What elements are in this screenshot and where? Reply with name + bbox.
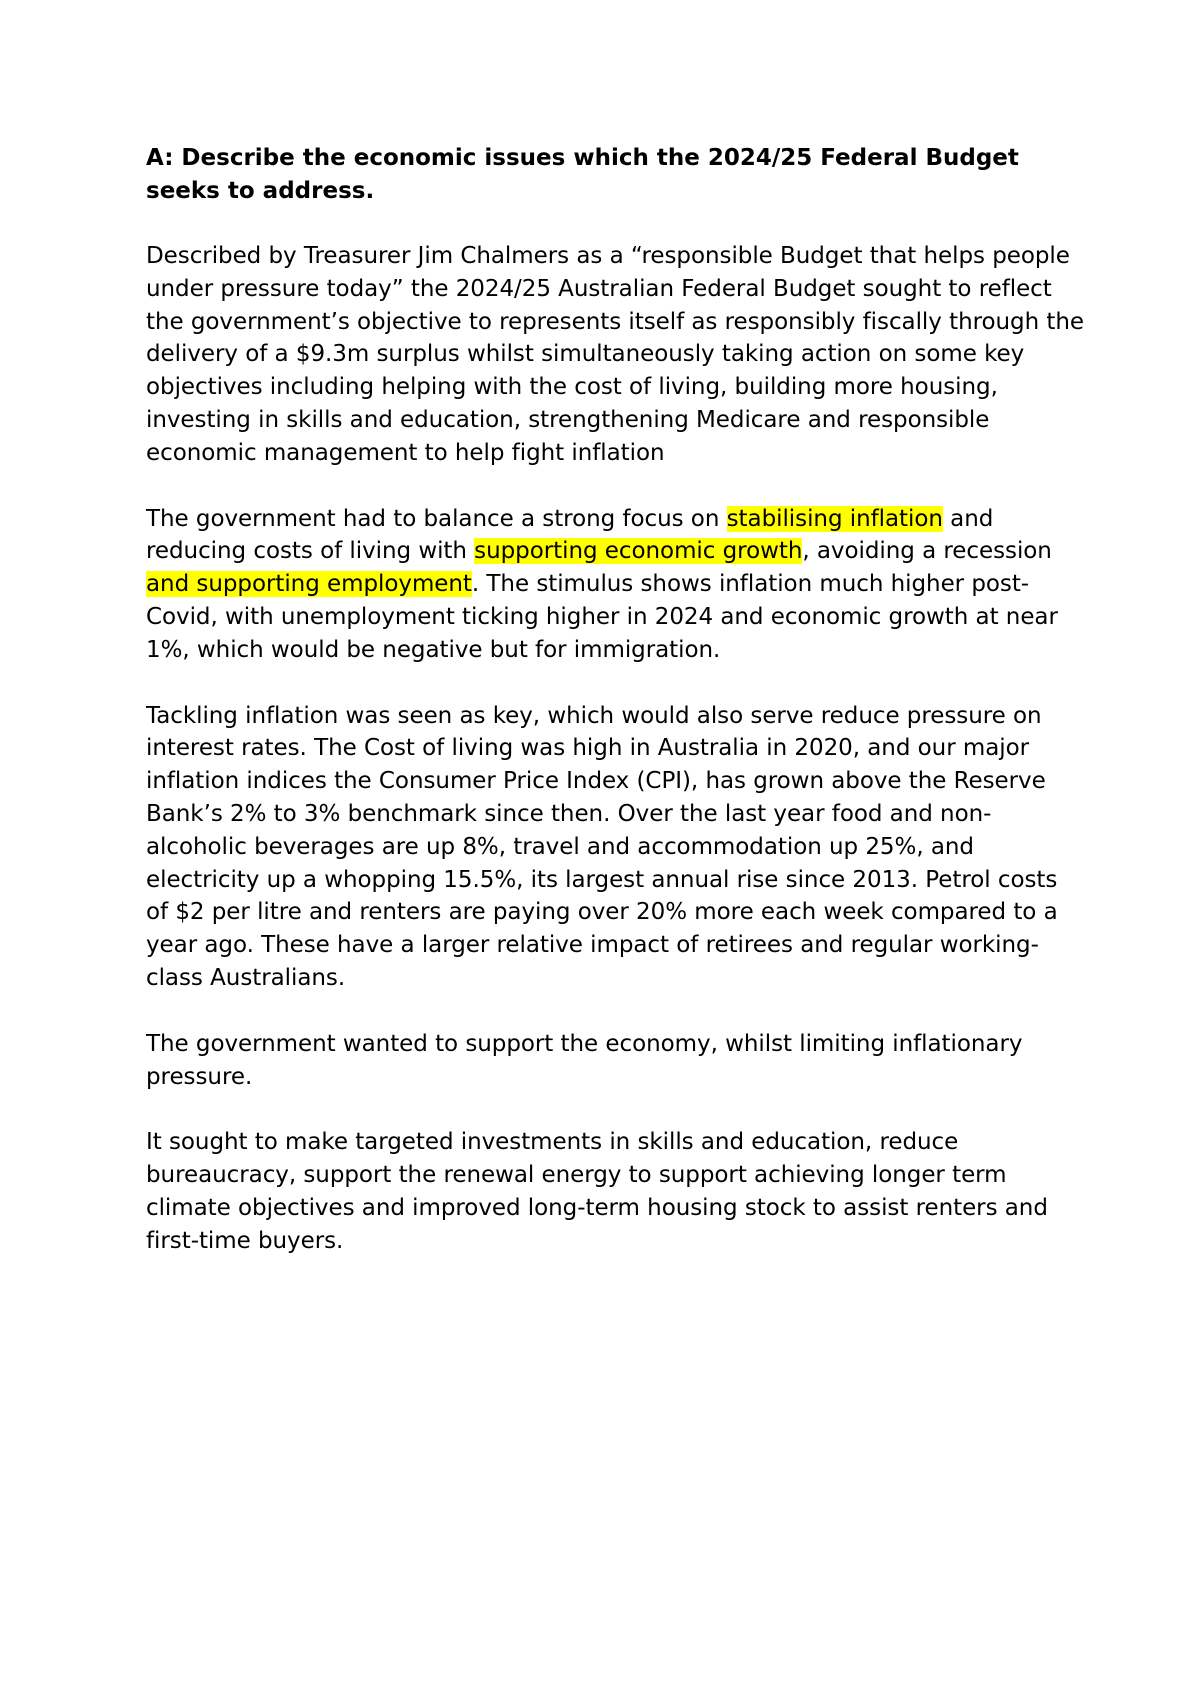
- text-segment: It sought to make targeted investments in skills and education, reduce bureaucracy, support the renewal energy to support achieving longer term climate objectives and improved long-term housing stock to assist renters and first-time buyers.: [146, 1129, 1048, 1254]
- text-segment: , avoiding a recession: [802, 538, 1052, 565]
- paragraph-investments: [146, 1126, 1086, 1257]
- paragraph-support: [146, 1028, 1086, 1094]
- text-segment: Described by Treasurer Jim Chalmers as a “responsible Budget that helps people under pressure today” the 2024/25 Australian Federal Budget sought to reflect the government’s objective to represents itself as responsibly fiscally through the delivery of a $9.3m surplus whilst simultaneously taking action on some key objectives including helping with the cost of living, building more housing, investing in skills and education, strengthening Medicare and responsible economic management to help fight inflation: [146, 243, 1084, 466]
- highlighted-text: supporting economic growth: [474, 538, 803, 565]
- document-page: [146, 142, 1086, 1291]
- text-segment: and reducing costs of living with: [146, 505, 994, 565]
- highlighted-text: and supporting employment: [146, 571, 472, 598]
- document-heading: A: Describe the economic issues which the 2024/25 Federal Budget seeks to address.: [146, 145, 1019, 204]
- text-segment: The government had to balance a strong focus on: [146, 505, 727, 532]
- highlighted-text: stabilising inflation: [726, 505, 943, 532]
- paragraph-inflation: [146, 700, 1086, 995]
- text-segment: Tackling inflation was seen as key, which would also serve reduce pressure on interest rates. The Cost of living was high in Australia in 2020, and our major inflation indices the Consumer Price Index (CPI), has grown above the Reserve Bank’s 2% to 3% benchmark since then. Over the last year food and non-alcoholic beverages are up 8%, travel and accommodation up 25%, and electricity up a whopping 15.5%, its largest annual rise since 2013. Petrol costs of $2 per litre and renters are paying over 20% more each week compared to a year ago. These have a larger relative impact of retirees and regular working-class Australians.: [146, 702, 1058, 991]
- paragraph-intro: [146, 240, 1086, 470]
- text-segment: The government wanted to support the economy, whilst limiting inflationary pressure.: [146, 1030, 1023, 1090]
- text-segment: . The stimulus shows inflation much higher post-Covid, with unemployment ticking higher in 2024 and economic growth at near 1%, which would be negative but for immigration.: [146, 571, 1058, 663]
- paragraph-balance: [146, 503, 1086, 667]
